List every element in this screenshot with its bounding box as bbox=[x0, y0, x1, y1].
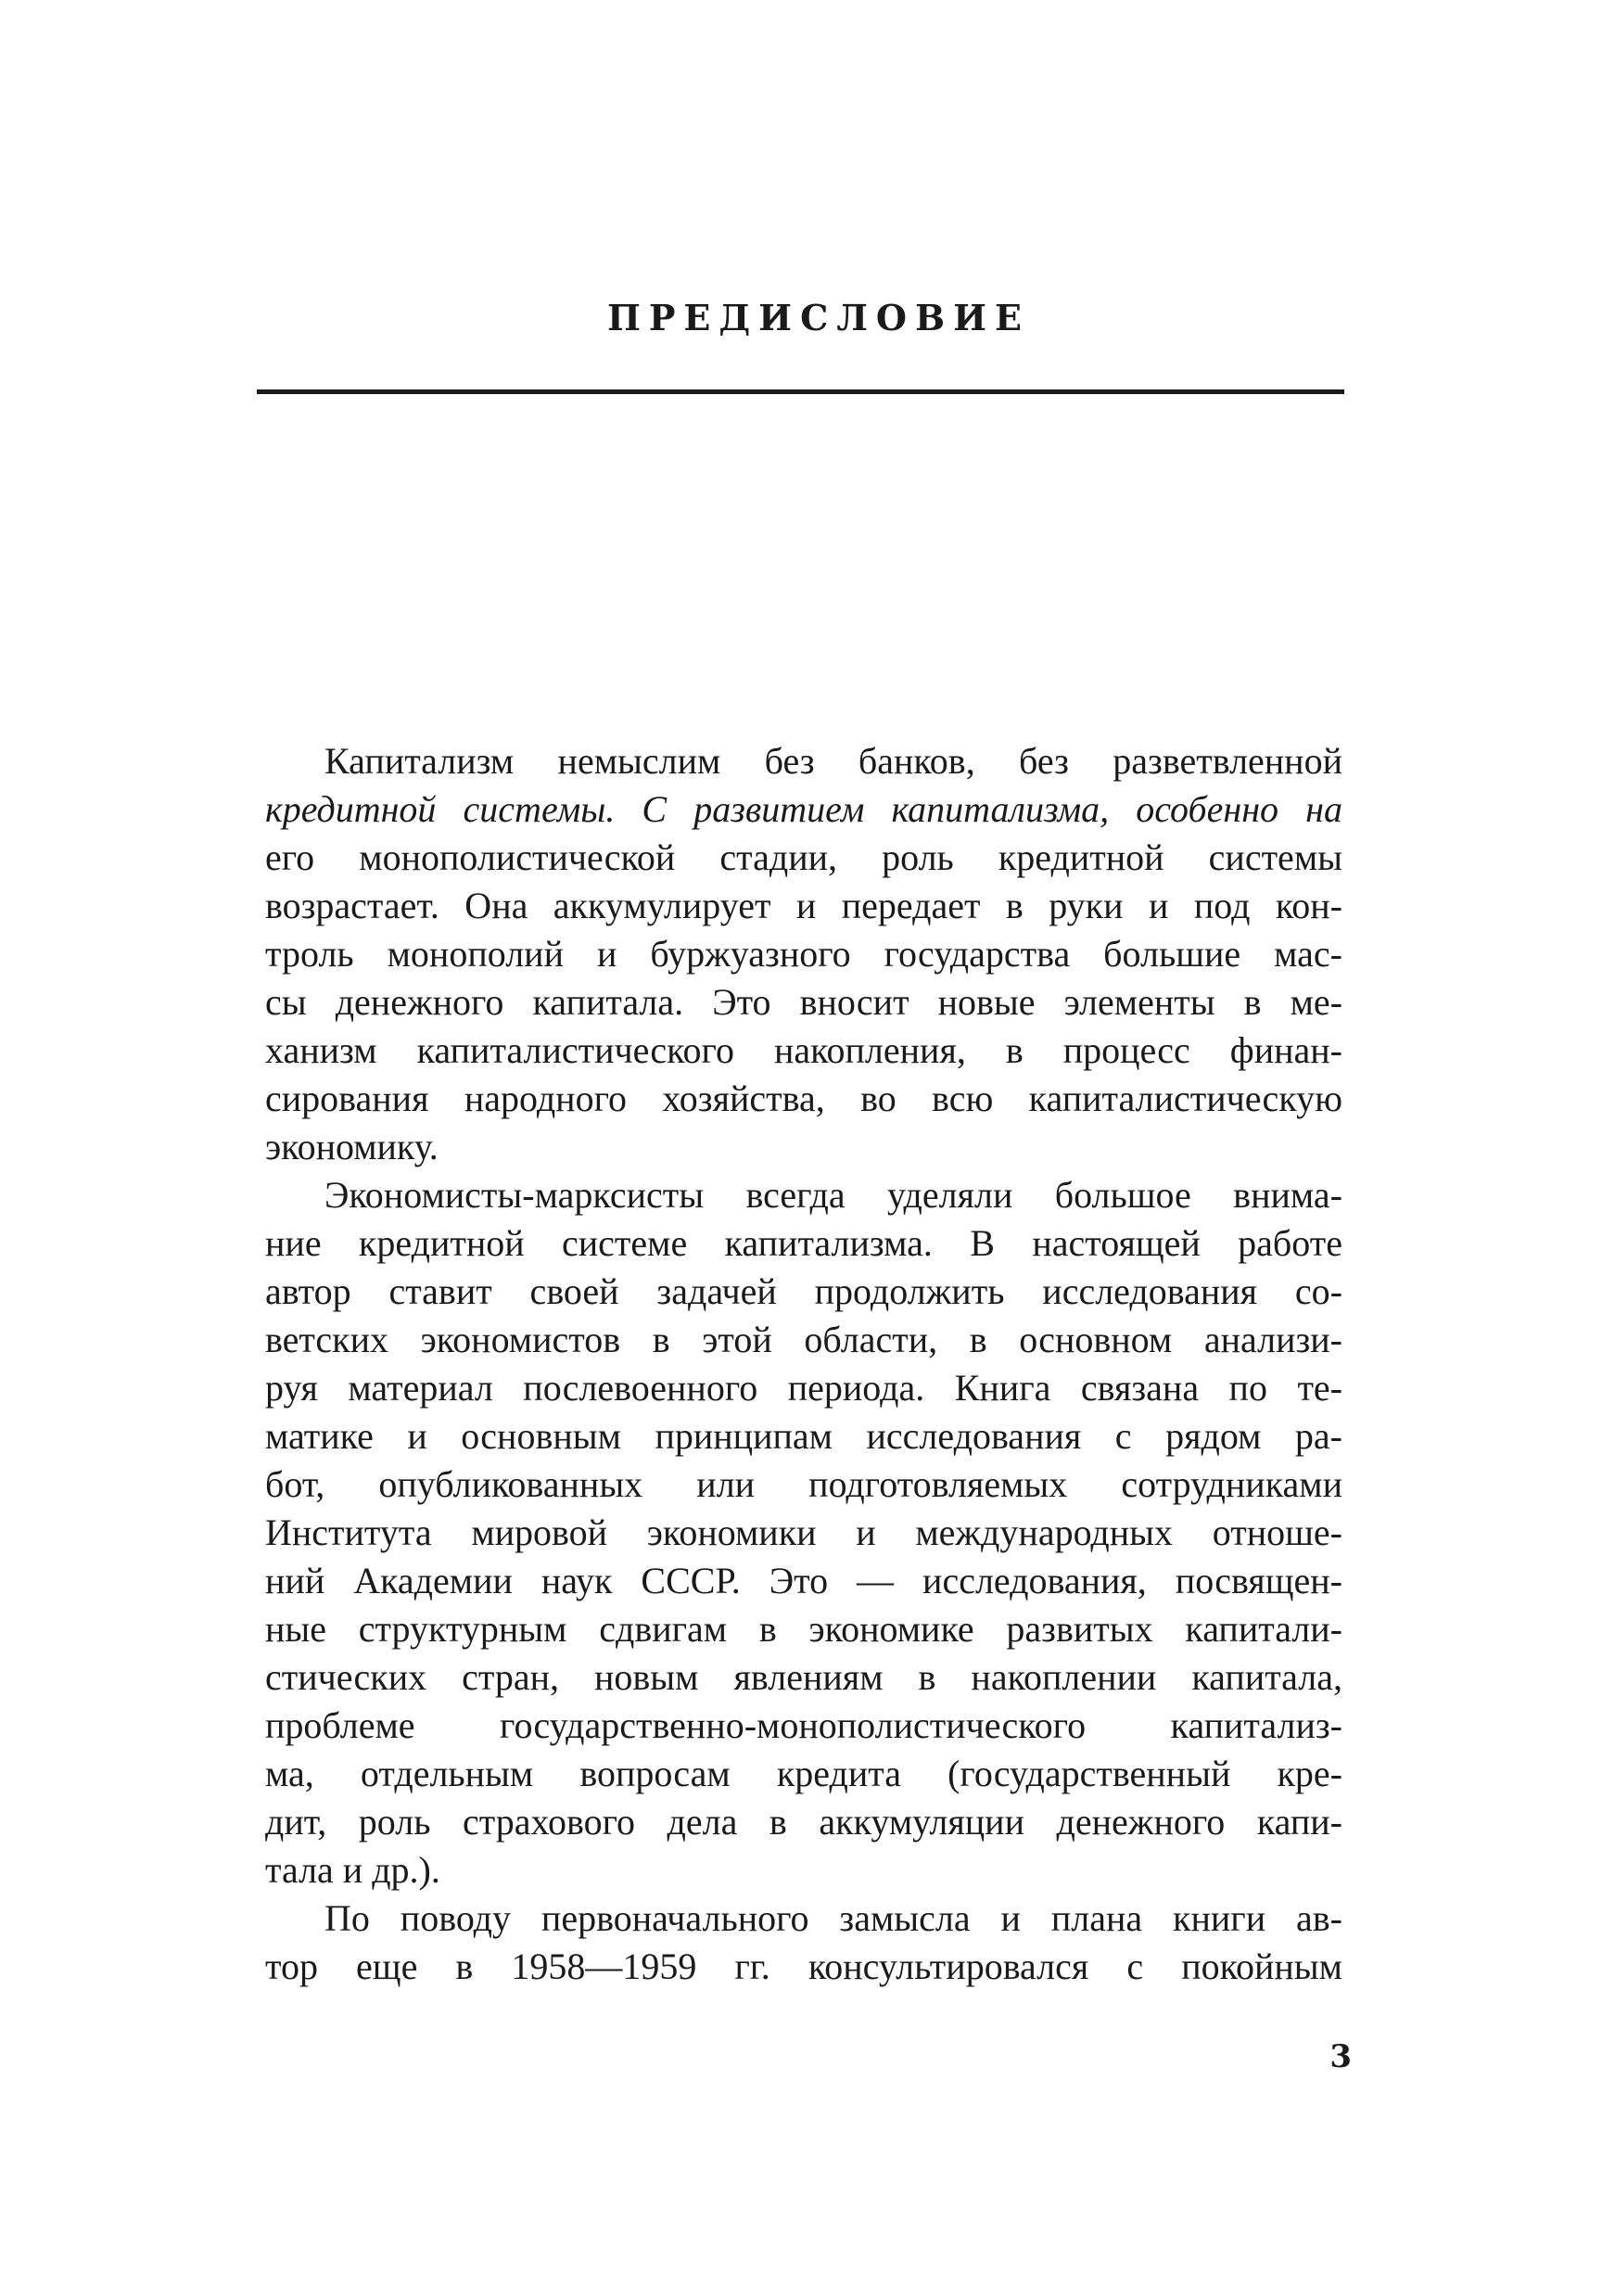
text-line: ветских экономистов в этой области, в основном анализи- bbox=[265, 1319, 1342, 1360]
page-number: 3 bbox=[1329, 2038, 1352, 2075]
text-line: сирования народного хозяйства, во всю капиталистическую bbox=[265, 1078, 1342, 1119]
text-line: тор еще в 1958—1959 гг. консультировался с покойным bbox=[265, 1945, 1342, 1987]
text-line: кредитной системы. С развитием капитализма, особенно на bbox=[265, 788, 1342, 830]
text-line: Капитализм немыслим без банков, без разветвленной bbox=[324, 740, 1342, 782]
text-line: автор ставит своей задачей продолжить исследования со- bbox=[265, 1270, 1342, 1312]
paragraph bbox=[265, 1894, 1342, 1991]
text-line: возрастает. Она аккумулирует и передает в руки и под кон- bbox=[265, 885, 1342, 926]
text-line: ханизм капиталистического накопления, в процесс финан- bbox=[265, 1029, 1342, 1071]
text-line: Института мировой экономики и международных отноше- bbox=[265, 1512, 1342, 1553]
text-line: проблеме государственно-монополистического капитализ- bbox=[265, 1704, 1342, 1746]
text-line: его монополистической стадии, роль кредитной системы bbox=[265, 836, 1342, 878]
text-line: ные структурным сдвигам в экономике развитых капитали- bbox=[265, 1608, 1342, 1650]
body-text bbox=[265, 737, 1342, 1991]
text-line: тала и др.). bbox=[265, 1849, 440, 1891]
text-line: матике и основным принципам исследования с рядом ра- bbox=[265, 1415, 1342, 1457]
page-title: ПРЕДИСЛОВИЕ bbox=[606, 297, 1031, 338]
text-line: сы денежного капитала. Это вносит новые элементы в ме- bbox=[265, 981, 1342, 1023]
text-line: стических стран, новым явлениям в накоплении капитала, bbox=[265, 1656, 1342, 1698]
text-line: По поводу первоначального замысла и плана книги ав- bbox=[324, 1897, 1342, 1939]
title-divider bbox=[257, 389, 1344, 394]
paragraph bbox=[265, 1171, 1342, 1894]
text-line: руя материал послевоенного периода. Книга связана по те- bbox=[265, 1367, 1342, 1409]
text-line: ний Академии наук СССР. Это — исследования, посвящен- bbox=[265, 1560, 1342, 1601]
text-line: дит, роль страхового дела в аккумуляции денежного капи- bbox=[265, 1801, 1342, 1843]
text-line: ние кредитной системе капитализма. В настоящей работе bbox=[265, 1222, 1342, 1264]
text-line: троль монополий и буржуазного государства большие мас- bbox=[265, 933, 1342, 975]
text-line: ма, отдельным вопросам кредита (государственный кре- bbox=[265, 1753, 1342, 1794]
text-line: бот, опубликованных или подготовляемых сотрудниками bbox=[265, 1463, 1342, 1505]
text-line: экономику. bbox=[265, 1126, 439, 1167]
paragraph bbox=[265, 737, 1342, 1171]
text-line: Экономисты-марксисты всегда уделяли большое внима- bbox=[324, 1174, 1342, 1216]
